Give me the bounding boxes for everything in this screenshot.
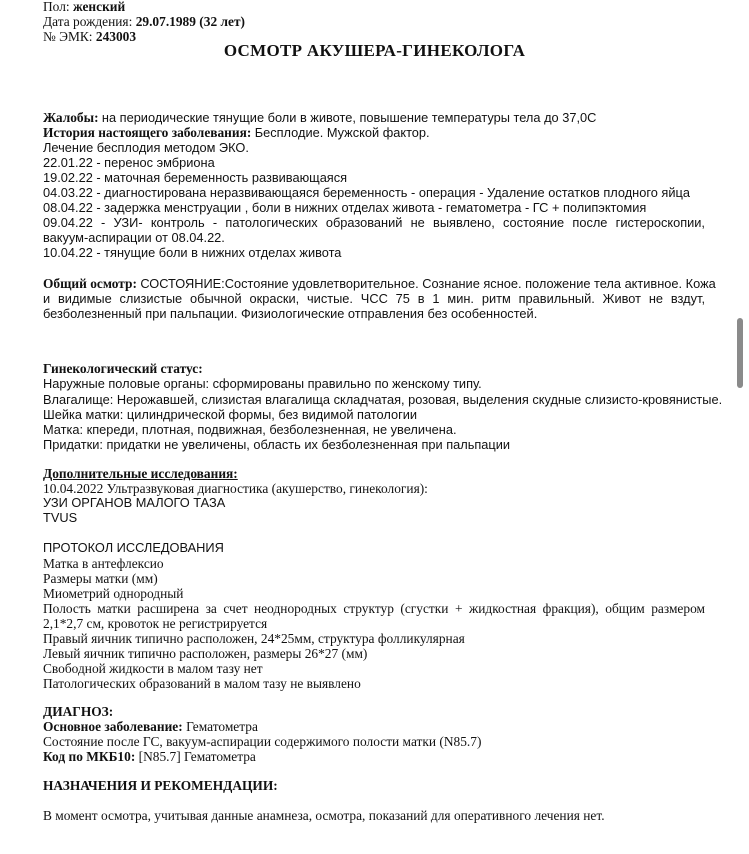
history-event: 22.01.22 - перенос эмбриона [43,155,215,170]
diagnosis-code-value: [N85.7] Гематометра [138,749,256,764]
protocol-line: Патологических образований в малом тазу не выявлено [43,676,361,691]
patient-sex [43,0,125,14]
patient-dob [43,14,245,29]
protocol-line: Свободной жидкости в малом тазу нет [43,661,263,676]
diagnosis-heading: ДИАГНОЗ: [43,704,114,719]
general-exam-text: СОСТОЯНИЕ:Состояние удовлетворительное. Сознание ясное. положение тела активное. Кожа [140,276,716,291]
complaints [43,110,596,125]
recommendations-heading: НАЗНАЧЕНИЯ И РЕКОМЕНДАЦИИ: [43,778,278,793]
history-event-ultrasound-line2: вакуум-аспирации от 08.04.22. [43,230,225,245]
complaints-text: на периодические тянущие боли в животе, повышение температуры тела до 37,0С [101,110,597,125]
complaints-label: Жалобы: [43,110,99,125]
sex-value: женский [72,0,126,14]
diagnosis-code [43,749,256,764]
history-event: 19.02.22 - маточная беременность развивающаяся [43,170,348,185]
dob-label: Дата рождения: [43,14,133,29]
general-exam-line3: безболезненный при пальпации. Физиологические отправления без особенностей. [43,306,538,321]
protocol-line: Размеры матки (мм) [43,571,158,586]
protocol-line: Матка в антефлексио [43,556,164,571]
protocol-cavity-line1: Полость матки расширена за счет неоднородных структур (сгустки + жидкостная фракция), общим размером [43,601,705,616]
gyn-status-line: Влагалище: Нерожавшей, слизистая влагалища складчатая, розовая, выделения скудные слизисто-кровянистые. [43,392,723,407]
scrollbar[interactable] [737,318,743,388]
protocol-heading: ПРОТОКОЛ ИССЛЕДОВАНИЯ [43,540,224,555]
history-event: 10.04.22 - тянущие боли в нижних отделах живота [43,245,342,260]
history [43,125,430,140]
protocol-line: Миометрий однородный [43,586,184,601]
additional-line: 10.04.2022 Ультразвуковая диагностика (акушерство, гинекология): [43,481,428,496]
gyn-status-heading: Гинекологический статус: [43,361,203,376]
gyn-status-line: Наружные половые органы: сформированы правильно по женскому типу. [43,376,482,391]
history-event-ultrasound-line1: 09.04.22 - УЗИ- контроль - патологических образований не выявлено, состояние после гистероскопии, [43,215,705,230]
protocol-line: Левый яичник типично расположен, размеры 26*27 (мм) [43,646,368,661]
general-exam-line1 [43,276,716,291]
emk-label: № ЭМК: [43,29,93,44]
diagnosis-code-label: Код по МКБ10: [43,749,136,764]
diagnosis-state: Состояние после ГС, вакуум-аспирации содержимого полости матки (N85.7) [43,734,482,749]
history-event: 08.04.22 - задержка менструации , боли в нижних отделах живота - гематометра - ГС + полипэктомия [43,200,647,215]
diagnosis-main-value: Гематометра [186,719,258,734]
recommendations-text: В момент осмотра, учитывая данные анамнеза, осмотра, показаний для оперативного лечения нет. [43,808,605,823]
general-exam-label: Общий осмотр: [43,276,137,291]
additional-line: TVUS [43,510,78,525]
protocol-line: Правый яичник типично расположен, 24*25мм, структура фолликулярная [43,631,465,646]
additional-line: УЗИ ОРГАНОВ МАЛОГО ТАЗА [43,495,226,510]
document-title: ОСМОТР АКУШЕРА-ГИНЕКОЛОГА [223,41,526,60]
emk-value: 243003 [95,29,137,44]
general-exam-line2: и видимые слизистые обычной окраски, чистые. ЧСС 75 в 1 мин. ритм правильный. Живот не вздут, [43,291,705,306]
history-label: История настоящего заболевания: [43,125,252,140]
sex-label: Пол: [43,0,70,14]
diagnosis-main [43,719,258,734]
history-event: 04.03.22 - диагностирована неразвивающаяся беременность - операция - Удаление остатков плодного яйца [43,185,690,200]
history-treatment: Лечение бесплодия методом ЭКО. [43,140,249,155]
gyn-status-line: Матка: кпереди, плотная, подвижная, безболезненная, не увеличена. [43,422,457,437]
patient-emk [43,29,136,44]
gyn-status-line: Шейка матки: цилиндрической формы, без видимой патологии [43,407,418,422]
protocol-cavity-line2: 2,1*2,7 см, кровоток не регистрируется [43,616,268,631]
history-text: Бесплодие. Мужской фактор. [254,125,430,140]
dob-value: 29.07.1989 (32 лет) [135,14,245,29]
gyn-status-line: Придатки: придатки не увеличены, область их безболезненная при пальпации [43,437,511,452]
diagnosis-main-label: Основное заболевание: [43,719,183,734]
additional-heading: Дополнительные исследования: [43,466,238,481]
